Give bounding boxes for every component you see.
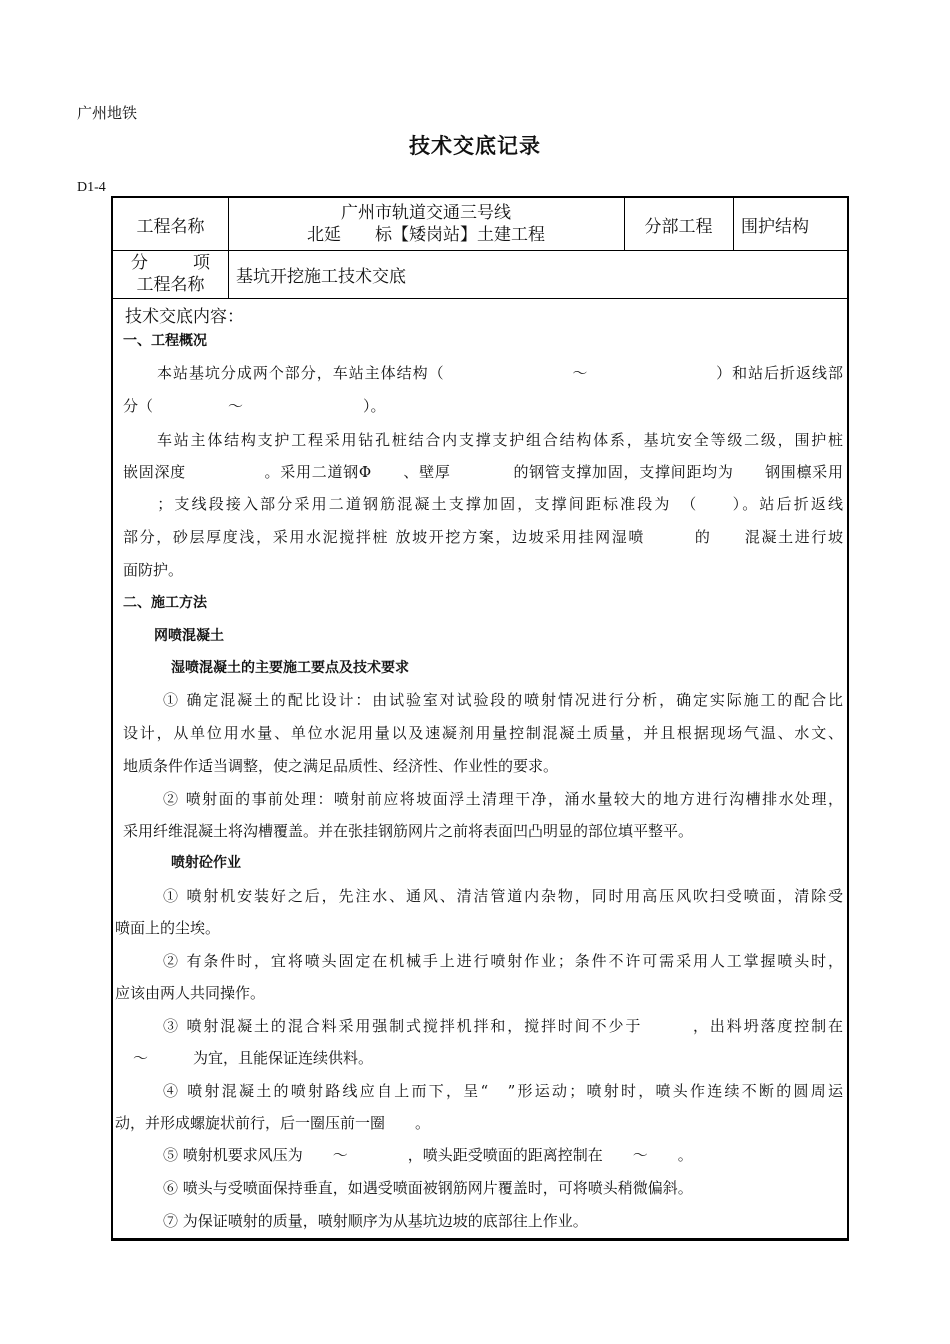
document-code: D1-4 (77, 180, 106, 195)
section-1-title: 一、工程概况 (123, 333, 207, 349)
section-2-title: 二、施工方法 (123, 595, 207, 611)
paragraph-1-line1: 本站基坑分成两个部分，车站主体结构（ ～ ）和站后折返线部 (157, 364, 843, 382)
document-title: 技术交底记录 (409, 134, 541, 158)
project-name-label: 工程名称 (136, 216, 205, 237)
subsection-2-1-2: 喷射砼作业 (171, 855, 241, 871)
item-b3-line2: ～ 为宜，且能保证连续供料。 (133, 1049, 374, 1067)
subitem-label-char1: 分 (131, 253, 148, 273)
record-table (111, 196, 849, 1241)
item-b3-line1: ③ 喷射混凝土的混合料采用强制式搅拌机拌和，搅拌时间不少于 ，出料坍落度控制在 (163, 1017, 843, 1035)
item-b2-line2: 应该由两人共同操作。 (115, 984, 266, 1002)
project-name-value (228, 198, 624, 250)
subitem-label (113, 250, 228, 298)
item-b5: ⑤ 喷射机要求风压为 ～ ，喷头距受喷面的距离控制在 ～ 。 (163, 1146, 693, 1164)
item-b6: ⑥ 喷头与受喷面保持垂直，如遇受喷面被钢筋网片覆盖时，可将喷头稍微偏斜。 (163, 1179, 693, 1197)
subitem-label-line2: 工程名称 (136, 275, 205, 295)
item-a2-line1: ② 喷射面的事前处理：喷射前应将坡面浮土清理干净，涌水量较大的地方进行沟槽排水处理， (163, 790, 843, 808)
project-name-line2: 北延 标【矮岗站】土建工程 (307, 225, 545, 245)
item-a1-line2: 设计，从单位用水量、单位水泥用量以及速凝剂用量控制混凝土质量，并且根据现场气温、水文、 (123, 724, 843, 742)
division-value: 围护结构 (741, 216, 809, 237)
item-b1-line2: 喷面上的尘埃。 (115, 919, 221, 937)
item-b2-line1: ② 有条件时，宜将喷头固定在机械手上进行喷射作业；条件不许可需采用人工掌握喷头时， (163, 952, 843, 970)
paragraph-2-line5: 面防护。 (123, 561, 184, 579)
item-a2-line2: 采用纤维混凝土将沟槽覆盖。并在张挂钢筋网片之前将表面凹凸明显的部位填平整平。 (123, 822, 694, 840)
item-a1-line3: 地质条件作适当调整，使之满足品质性、经济性、作业性的要求。 (123, 757, 559, 775)
subitem-value: 基坑开挖施工技术交底 (236, 266, 406, 287)
subitem-label-char2: 项 (193, 253, 210, 273)
paragraph-2-line1: 车站主体结构支护工程采用钻孔桩结合内支撑支护组合结构体系，基坑安全等级二级，围护桩 (157, 431, 843, 449)
project-name-line1: 广州市轨道交通三号线 (341, 203, 511, 223)
item-b7: ⑦ 为保证喷射的质量，喷射顺序为从基坑边坡的底部往上作业。 (163, 1212, 588, 1230)
division-label: 分部工程 (644, 216, 713, 237)
item-b4-line2: 动，并形成螺旋状前行，后一圈压前一圈 。 (115, 1114, 431, 1132)
subsection-2-1-1: 湿喷混凝土的主要施工要点及技术要求 (171, 660, 409, 676)
content-intro: 技术交底内容： (125, 307, 244, 327)
paragraph-2-line4: 部分，砂层厚度浅，采用水泥搅拌桩 放坡开挖方案，边坡采用挂网湿喷 的 混凝土进行坡 (123, 528, 843, 546)
item-b4-line1: ④ 喷射混凝土的喷射路线应自上而下，呈“ ”形运动；喷射时，喷头作连续不断的圆周运 (163, 1082, 843, 1100)
subsection-2-1: 网喷混凝土 (154, 628, 224, 644)
item-b1-line1: ① 喷射机安装好之后，先注水、通风、清洁管道内杂物，同时用高压风吹扫受喷面，清除受 (163, 887, 843, 905)
row-divider (113, 298, 849, 299)
paragraph-2-line2: 嵌固深度 。采用二道钢Φ 、壁厚 的钢管支撑加固，支撑间距均为 钢围檩采用 (123, 463, 843, 481)
paragraph-1-line2: 分（ ～ ）。 (123, 397, 386, 415)
item-a1-line1: ① 确定混凝土的配比设计：由试验室对试验段的喷射情况进行分析，确定实际施工的配合比 (163, 691, 843, 709)
org-name: 广州地铁 (77, 104, 138, 122)
paragraph-2-line3: ；支线段接入部分采用二道钢筋混凝土支撑加固，支撑间距标准段为 （ ）。站后折返线 (123, 495, 843, 513)
